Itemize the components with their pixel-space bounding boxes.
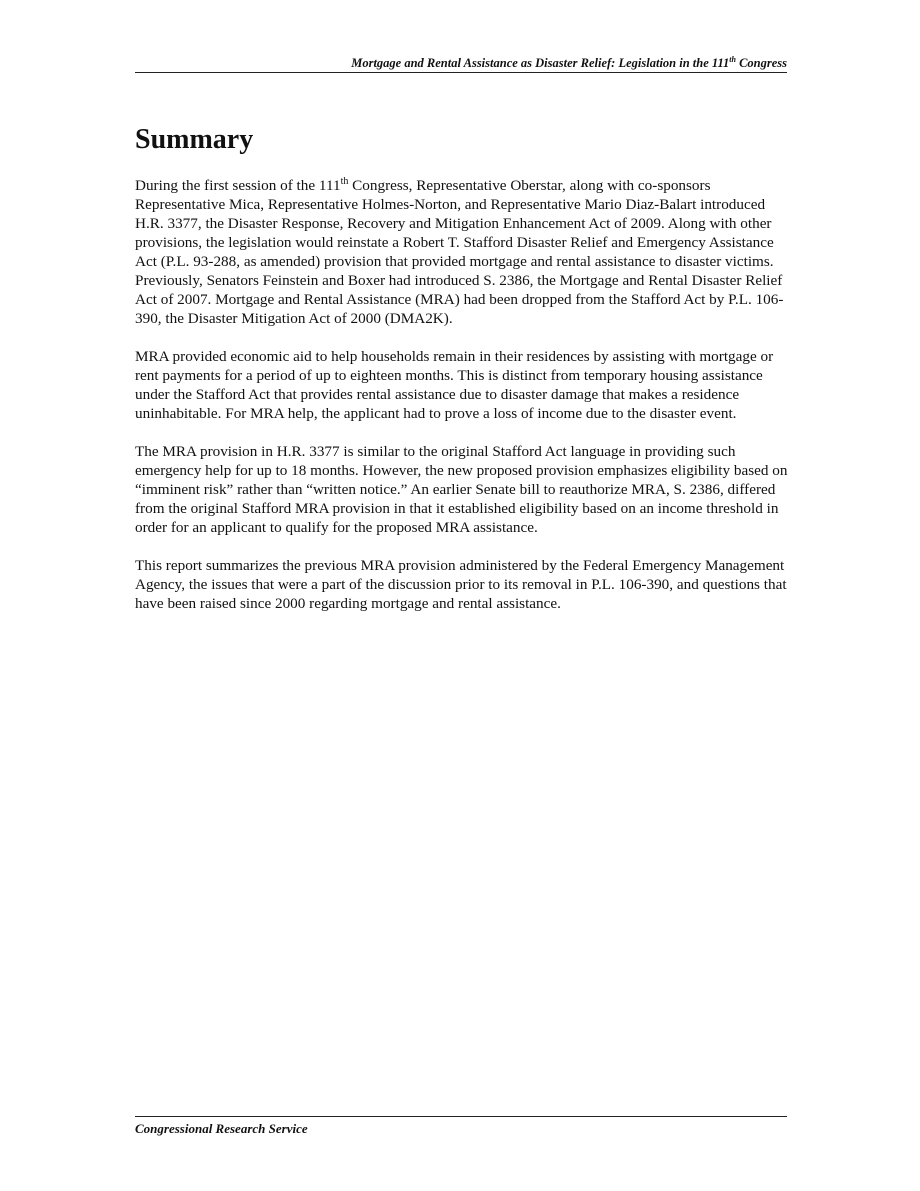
running-header-superscript: th — [729, 54, 736, 64]
summary-paragraph-1 — [135, 176, 789, 328]
summary-paragraph-3: The MRA provision in H.R. 3377 is similar to the original Stafford Act language in providing such emergency help for up to 18 months. However, the new proposed provision emphasizes eligibility based on “imminent risk” rather than “written notice.” An earlier Senate bill to reauthorize MRA, S. 2386, differed from the original Stafford MRA provision in that it established eligibility based on an income threshold in order for an applicant to qualify for the proposed MRA assistance. — [135, 443, 788, 536]
summary-paragraph-2: MRA provided economic aid to help households remain in their residences by assisting with mortgage or rent payments for a period of up to eighteen months. This is distinct from temporary housing assistance under the Stafford Act that provides rental assistance due to disaster damage that makes a residence uninhabitable. For MRA help, the applicant had to prove a loss of income due to the disaster event. — [135, 348, 774, 422]
paragraph-1-start: During the first session of the 111 — [135, 177, 341, 194]
summary-heading: Summary — [135, 124, 254, 155]
summary-paragraph-4: This report summarizes the previous MRA provision administered by the Federal Emergency Management Agency, the issues that were a part of the discussion prior to its removal in P.L. 106-390, and questions that have been raised since 2000 regarding mortgage and rental assistance. — [135, 557, 787, 612]
footer-rule — [135, 1116, 787, 1117]
header-rule — [135, 72, 787, 73]
footer-text: Congressional Research Service — [135, 1121, 308, 1136]
summary-body — [135, 176, 789, 632]
running-header-title-end: Congress — [735, 56, 787, 70]
paragraph-1-superscript: th — [340, 175, 349, 187]
paragraph-1-rest: Congress, Representative Oberstar, along with co-sponsors Representative Mica, Representative Holmes-Norton, and Representative Mario Diaz-Balart introduced H.R. 3377, the Disaster Response, Recovery and Mitigation Enhancement Act of 2009. Along with other provisions, the legislation would reinstate a Robert T. Stafford Disaster Relief and Emergency Assistance Act (P.L. 93-288, as amended) provision that provided mortgage and rental assistance to disaster victims. Previously, Senators Feinstein and Boxer had introduced S. 2386, the Mortgage and Rental Disaster Relief Act of 2007. Mortgage and Rental Assistance (MRA) had been dropped from the Stafford Act by P.L. 106-390, the Disaster Mitigation Act of 2000 (DMA2K). — [135, 177, 784, 327]
running-header-title: Mortgage and Rental Assistance as Disaster Relief: Legislation in the 111 — [351, 56, 730, 70]
running-header — [135, 55, 787, 71]
